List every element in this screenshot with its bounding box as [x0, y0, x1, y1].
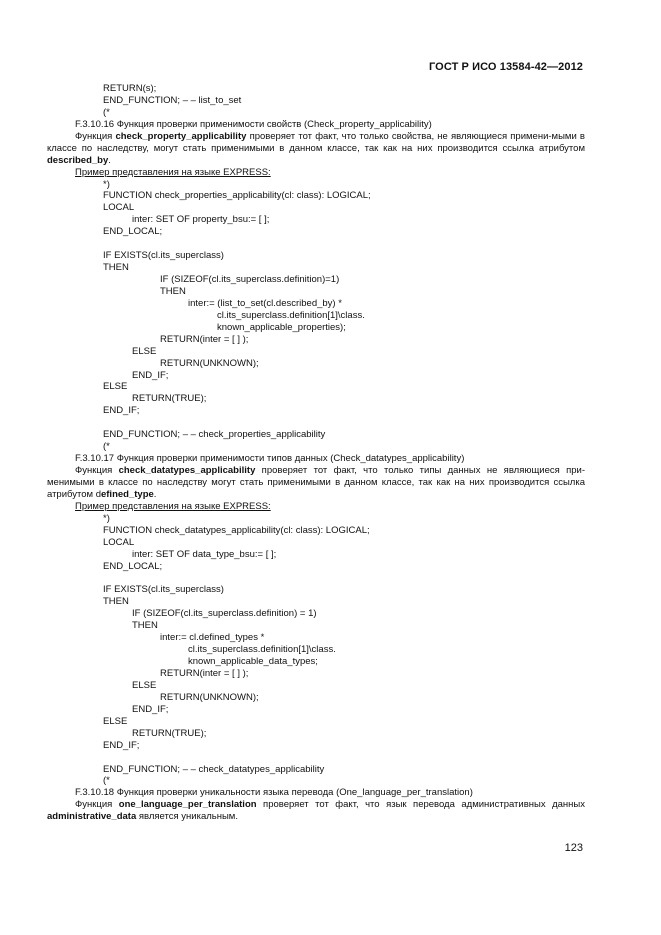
code-line: END_IF;: [132, 703, 169, 715]
text: .: [108, 154, 111, 166]
paragraph-16: [47, 131, 585, 167]
code-line: inter: SET OF data_type_bsu:= [ ];: [132, 548, 277, 560]
code-line: THEN: [103, 596, 129, 608]
code-line: END_LOCAL;: [103, 226, 163, 238]
example-label-16: [47, 167, 585, 179]
code-line: LOCAL: [103, 202, 135, 214]
standard-header: ГОСТ Р ИСО 13584-42—2012: [428, 61, 583, 73]
code-line: ELSE: [103, 381, 128, 393]
code-line: ELSE: [103, 715, 128, 727]
code-line: *): [103, 512, 110, 524]
code-blank-line: [47, 573, 585, 585]
code-line: END_LOCAL;: [103, 560, 163, 572]
code-blank-line: [47, 752, 585, 764]
paragraph-18: [47, 799, 585, 823]
code-line: RETURN(inter = [ ] );: [160, 333, 249, 345]
code-block-17: [47, 513, 585, 788]
text: проверяет тот факт, что язык перевода административных данных: [256, 799, 585, 811]
code-line: END_IF;: [103, 739, 140, 751]
code-blank-line: [47, 238, 585, 250]
code-block-list-to-set: [47, 83, 585, 119]
code-line: RETURN(s);: [103, 83, 157, 94]
code-line: RETURN(inter = [ ] );: [160, 668, 249, 680]
example-label-17: [47, 501, 585, 513]
code-line: known_applicable_properties);: [217, 321, 346, 333]
code-line: inter:= (list_to_set(cl.described_by) *: [188, 297, 342, 309]
code-line: inter:= cl.defined_types *: [160, 632, 265, 644]
code-line: IF (SIZEOF(cl.its_superclass.definition) = 1): [132, 608, 317, 620]
code-line: RETURN(UNKNOWN);: [160, 357, 259, 369]
text: проверяет тот факт, что только свойства, не являющиеся примени-мыми в классе по наследству, могут стать применимыми в данном классе, так как на них производится ссылка атрибутом: [47, 130, 585, 154]
code-line: (*: [103, 441, 110, 453]
page-content: [47, 83, 585, 823]
code-line: END_IF;: [103, 405, 140, 417]
code-line: (*: [103, 775, 110, 787]
code-line: END_IF;: [132, 369, 169, 381]
code-line: FUNCTION check_datatypes_applicability(cl: class): LOGICAL;: [103, 524, 370, 536]
text: Функция: [75, 130, 116, 142]
term-bold: one_language_per_translation: [118, 799, 257, 811]
code-line: FUNCTION check_properties_applicability(cl: class): LOGICAL;: [103, 190, 371, 202]
code-line: ELSE: [132, 679, 157, 691]
text: .: [153, 488, 157, 500]
code-line: cl.its_superclass.definition[1]\class.: [188, 644, 336, 656]
code-line: RETURN(TRUE);: [132, 727, 207, 739]
code-line: known_applicable_data_types;: [188, 656, 318, 668]
code-line: LOCAL: [103, 536, 135, 548]
text: является уникальным.: [136, 811, 238, 823]
code-line: cl.its_superclass.definition[1]\class.: [217, 309, 365, 321]
code-line: (*: [103, 106, 110, 118]
paragraph-17: [47, 465, 585, 501]
term-bold: efined_type: [100, 488, 154, 500]
example-label: Пример представления на языке EXPRESS:: [75, 166, 271, 178]
example-label: Пример представления на языке EXPRESS:: [75, 500, 271, 512]
code-line: IF EXISTS(cl.its_superclass): [103, 584, 224, 596]
code-line: THEN: [103, 262, 129, 274]
text: проверяет тот факт, что только типы данных не являющиеся при-менимыми в классе по наследству могут стать применимыми в данном классе, так как на них производится ссылка атрибутом d: [47, 465, 585, 500]
term-bold: administrative_data: [47, 811, 137, 823]
code-line: inter: SET OF property_bsu:= [ ];: [132, 214, 270, 226]
text: Функция: [75, 465, 119, 477]
code-line: END_FUNCTION; – – check_datatypes_applicability: [103, 763, 325, 775]
term-bold: check_property_applicability: [115, 130, 247, 142]
code-line: END_FUNCTION; – – check_properties_applicability: [103, 429, 326, 441]
section-heading-16: F.3.10.16 Функция проверки применимости свойств (Check_property_applicability): [75, 118, 432, 130]
section-heading-17: F.3.10.17 Функция проверки применимости типов данных (Check_datatypes_applicability): [75, 453, 465, 465]
code-blank-line: [47, 417, 585, 429]
code-block-16: [47, 179, 585, 454]
text: Функция: [75, 799, 119, 811]
code-line: ELSE: [132, 345, 157, 357]
code-line: IF EXISTS(cl.its_superclass): [103, 250, 224, 262]
code-line: THEN: [132, 620, 158, 632]
term-bold: described_by: [47, 154, 109, 166]
code-line: END_FUNCTION; – – list_to_set: [103, 94, 242, 106]
code-line: RETURN(UNKNOWN);: [160, 691, 259, 703]
section-heading-18: F.3.10.18 Функция проверки уникальности языка перевода (One_language_per_translation): [75, 787, 473, 799]
page-number: 123: [564, 842, 583, 854]
code-line: THEN: [160, 285, 186, 297]
code-line: *): [103, 178, 110, 190]
term-bold: check_datatypes_applicability: [118, 465, 256, 477]
code-line: IF (SIZEOF(cl.its_superclass.definition)=1): [160, 274, 340, 286]
code-line: RETURN(TRUE);: [132, 393, 207, 405]
